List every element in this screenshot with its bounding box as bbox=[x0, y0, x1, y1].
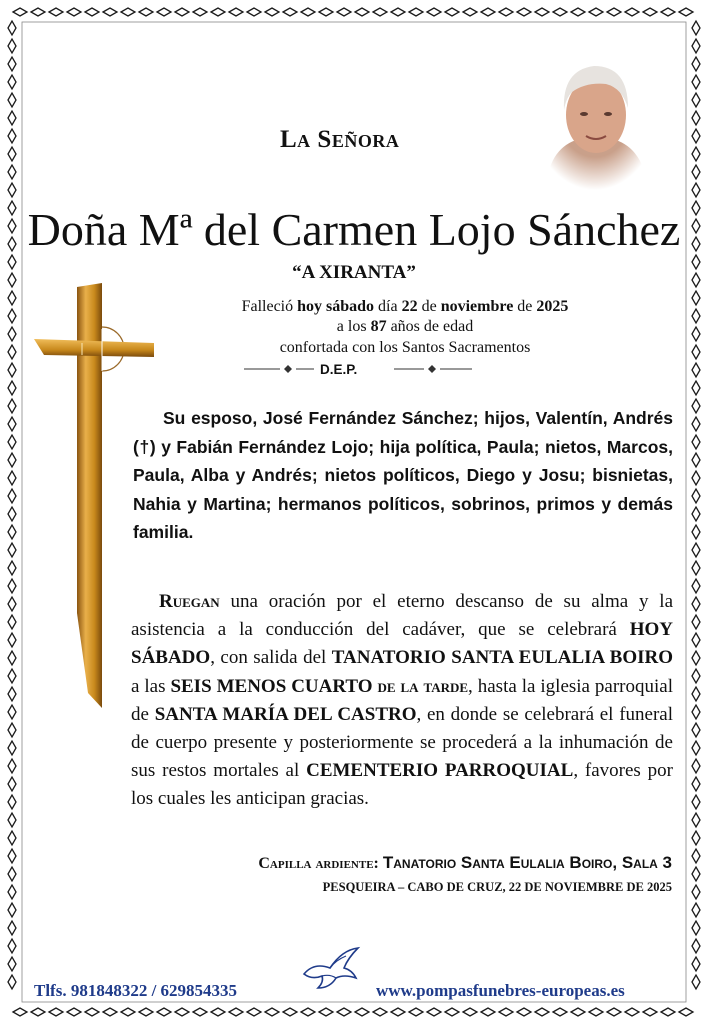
phone-numbers: Tlfs. 981848322 / 629854335 bbox=[34, 981, 238, 1000]
place-date: PESQUEIRA – CABO DE CRUZ, 22 DE NOVIEMBRE DE 2025 bbox=[322, 880, 672, 894]
deceased-name: Doña Mª del Carmen Lojo Sánchez bbox=[27, 204, 681, 255]
website-link[interactable]: www.pompasfunebres-europeas.es bbox=[376, 981, 625, 1000]
portrait-photo bbox=[536, 40, 654, 190]
dep-ornament bbox=[244, 359, 474, 379]
dep-label: D.E.P. bbox=[320, 362, 358, 377]
heading-la-senora: La Señora bbox=[280, 126, 400, 153]
death-line-3: confortada con los Santos Sacramentos bbox=[279, 339, 531, 356]
family-paragraph: Su esposo, José Fernández Sánchez; hijos, Valentín, Andrés (†) y Fabián Fernández Lojo; hija política, Paula; nietos, Marcos, Paula, Alba y Andrés; nietos políticos, Diego y Josu; bisnietas, Nahia y Martina; hermanos políticos, sobrinos, primos y demás familia. bbox=[133, 408, 673, 542]
ruegan-paragraph: Ruegan una oración por el eterno descanso de su alma y la asistencia a la conducción del cadáver, que se celebrará HOY SÁBADO, con salida del TANATORIO SANTA EULALIA BOIRO a las SEIS MENOS CUARTO de la tarde, hasta la iglesia parroquial de SANTA MARÍA DEL CASTRO, en donde se celebrará el funeral de cuerpo presente y posteriormente se procederá a la inhumación de sus restos mortales al CEMENTERIO PARROQUIAL, favores por los cuales les anticipan gracias. bbox=[131, 591, 674, 810]
death-line-2: a los 87 años de edad bbox=[336, 318, 474, 335]
death-line-1: Falleció hoy sábado día 22 de noviembre de 2025 bbox=[241, 298, 569, 315]
capilla-ardiente: Capilla ardiente: Tanatorio Santa Eulalia Boiro, Sala 3 bbox=[258, 853, 672, 872]
nickname: “A XIRANTA” bbox=[292, 262, 416, 283]
dove-icon bbox=[300, 944, 362, 992]
